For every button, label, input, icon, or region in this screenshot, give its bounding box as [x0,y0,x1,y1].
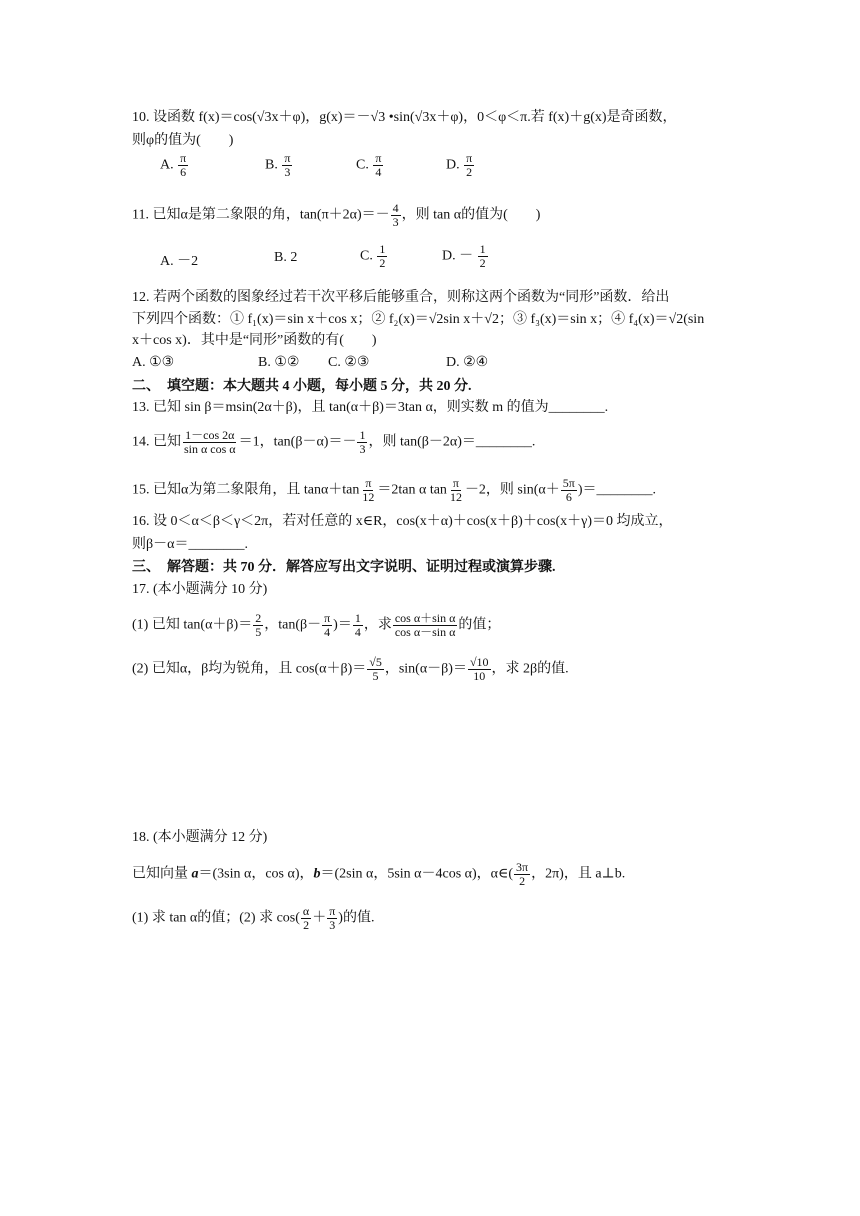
q11-stem: 11. 已知α是第二象限的角，tan(π＋2α)＝－ $\frac{4}{3}$ ，则 tan α的值为( ) [132,201,541,229]
q18-heading: 18. (本小题满分 12 分) [132,830,268,845]
q12-line2: 下列四个函数：① f₁(x)＝sin x＋cos x；② f₂(x)＝√2sin x＋√2；③ f₃(x)＝sin x；④ f₄(x)＝√2(sin [132,312,705,327]
q12-option-b: B. ①② [258,355,300,370]
q16-line2: 则β－α＝________. [132,537,248,552]
q10-option-b: B. $\frac{\pi}{3}$ [265,151,291,179]
q11-option-d: D. － $\frac{1}{2}$ [442,242,486,270]
q17-part1: (1) 已知 tan(α＋β)＝ $\frac{2}{5}$ ，tan(β－ $\frac{\pi}{4}$ )＝ $\frac{1}{4}$ ，求 $\frac{\text{cos α＋sin α}}{\text{cos α－sin α}}$ 的值； [132,611,501,639]
q18-stem: 已知向量 a＝(3sin α，cos α)，b＝(2sin α，5sin α－4cos α)，α∈( $\frac{3\pi}{2}$ ，2π)，且 a⊥b. [132,860,626,888]
q12-line3: x＋cos x)．其中是“同形”函数的有( ) [132,333,377,348]
q10-option-d: D. $\frac{\pi}{2}$ [446,151,473,179]
q12-option-a: A. ①③ [132,355,175,370]
q10-line1: 10. 设函数 f(x)＝cos(√3x＋φ)，g(x)＝－√3 •sin(√3x＋φ)，0＜φ＜π.若 f(x)＋g(x)是奇函数， [132,110,677,125]
q10-option-a: A. $\frac{\pi}{6}$ [160,151,187,179]
q11-option-a: A. －2 [160,254,199,269]
q17-part2: (2) 已知α，β均为锐角，且 cos(α＋β)＝ $\frac{√5}{5}$ ，sin(α－β)＝ $\frac{√10}{10}$ ，求 2β的值. [132,655,569,683]
q10-option-c: C. $\frac{\pi}{4}$ [356,151,382,179]
q12-option-c: C. ②③ [328,355,370,370]
q12-line1: 12. 若两个函数的图象经过若干次平移后能够重合，则称这两个函数为“同形”函数．给出 [132,290,670,305]
section-answer-heading: 三、 解答题：共 70 分．解答应写出文字说明、证明过程或演算步骤. [132,560,556,575]
q13-stem: 13. 已知 sin β＝msin(2α＋β)，且 tan(α＋β)＝3tan α，则实数 m 的值为________. [132,400,609,415]
section-fill-in-heading: 二、 填空题：本大题共 4 小题，每小题 5 分，共 20 分. [132,379,472,394]
q14-stem: 14. 已知 $\frac{1-\cos 2\alpha}{\text{sin α cos α}}$ ＝1，tan(β－α)＝－ $\frac{1}{3}$ ，则 tan(β－2α)＝________. [132,428,536,456]
q11-option-b: B. 2 [274,250,298,265]
q12-option-d: D. ②④ [446,355,489,370]
q11-option-c: C. $\frac{1}{2}$ [360,242,386,270]
q17-heading: 17. (本小题满分 10 分) [132,582,268,597]
q10-line2: 则φ的值为( ) [132,133,234,148]
q18-parts: (1) 求 tan α的值；(2) 求 cos( $\frac{\alpha}{2}$ ＋ $\frac{\pi}{3}$ )的值. [132,904,375,932]
q15-stem: 15. 已知α为第二象限角，且 tanα＋tan $\frac{\pi}{12}$ ＝2tan α tan $\frac{\pi}{12}$ －2，则 sin(α＋ $\frac{5\pi}{6}$ )＝________. [132,476,657,504]
q16-line1: 16. 设 0＜α＜β＜γ＜2π，若对任意的 x∈R，cos(x＋α)＋cos(x＋β)＋cos(x＋γ)＝0 均成立， [132,514,673,529]
